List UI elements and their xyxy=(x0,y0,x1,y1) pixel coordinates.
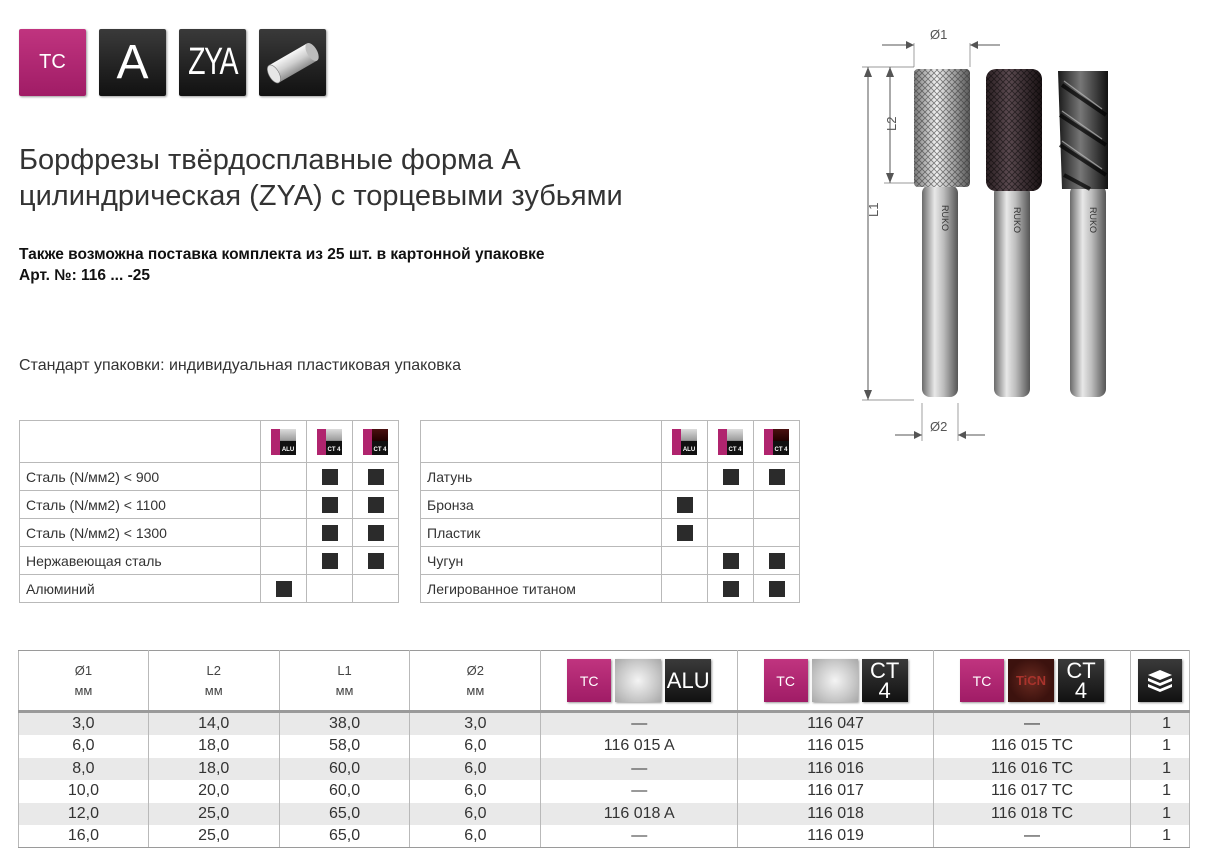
l2-cell: 25,0 xyxy=(148,825,279,848)
suitability-cell xyxy=(662,463,708,491)
materials-header-cell xyxy=(307,421,353,463)
package-qty-cell: 1 xyxy=(1130,780,1189,803)
ticn-ct4-coating-icon: CT 4 xyxy=(363,429,388,455)
material-name: Чугун xyxy=(421,547,662,575)
table-row xyxy=(19,712,1190,736)
suitability-cell xyxy=(708,547,754,575)
materials-header-row xyxy=(20,421,399,463)
header-l1: L1 мм xyxy=(279,651,410,712)
header-d1: Ø1 мм xyxy=(19,651,149,712)
article-table xyxy=(18,650,1190,848)
suitability-cell xyxy=(353,491,399,519)
package-note xyxy=(19,244,544,286)
ct4-badge: CT 4 xyxy=(1058,659,1104,702)
suitable-mark-icon xyxy=(368,469,384,485)
material-row xyxy=(421,463,800,491)
suitable-mark-icon xyxy=(769,581,785,597)
page-title xyxy=(19,142,623,214)
material-row xyxy=(421,547,800,575)
material-row xyxy=(20,519,399,547)
article-tc-cell: — xyxy=(934,712,1131,736)
d1-cell: 3,0 xyxy=(19,712,149,736)
d1-cell: 6,0 xyxy=(19,735,149,758)
shape-a-badge: A xyxy=(99,29,166,96)
package-qty-cell: 1 xyxy=(1130,758,1189,781)
d2-cell: 6,0 xyxy=(410,780,541,803)
suitability-cell xyxy=(754,463,800,491)
article-alu-cell: — xyxy=(541,780,738,803)
title-line-1: Борфрезы твёрдосплавные форма A xyxy=(19,144,521,176)
suitable-mark-icon xyxy=(723,553,739,569)
material-row xyxy=(20,547,399,575)
l2-cell: 14,0 xyxy=(148,712,279,736)
svg-text:Ø2: Ø2 xyxy=(930,419,948,434)
suitability-cell xyxy=(662,547,708,575)
material-row xyxy=(20,491,399,519)
material-name: Легированное титаном xyxy=(421,575,662,603)
suitability-cell xyxy=(754,575,800,603)
material-row xyxy=(20,463,399,491)
material-name: Сталь (N/мм2) < 900 xyxy=(20,463,261,491)
ticn-ct4-coating-icon: CT 4 xyxy=(764,429,789,455)
suitability-cell xyxy=(261,575,307,603)
materials-header-cell xyxy=(353,421,399,463)
material-name: Сталь (N/мм2) < 1100 xyxy=(20,491,261,519)
d2-cell: 6,0 xyxy=(410,735,541,758)
suitable-mark-icon xyxy=(368,553,384,569)
table-row xyxy=(19,758,1190,781)
suitable-mark-icon xyxy=(322,525,338,541)
cylinder-shape-icon xyxy=(259,29,326,96)
header-l2: L2 мм xyxy=(148,651,279,712)
package-qty-cell: 1 xyxy=(1130,735,1189,758)
suitability-cell xyxy=(261,463,307,491)
d2-cell: 6,0 xyxy=(410,803,541,826)
article-ct4-cell: 116 047 xyxy=(738,712,934,736)
l1-cell: 65,0 xyxy=(279,825,410,848)
article-ct4-cell: 116 019 xyxy=(738,825,934,848)
material-name: Бронза xyxy=(421,491,662,519)
article-tc-cell: 116 015 TC xyxy=(934,735,1131,758)
material-row xyxy=(421,575,800,603)
burr-uncoated xyxy=(914,69,970,397)
package-qty-cell: 1 xyxy=(1130,803,1189,826)
svg-text:RUKO: RUKO xyxy=(1088,207,1098,234)
materials-header-cell xyxy=(261,421,307,463)
type-badges xyxy=(19,29,326,96)
article-ct4-cell: 116 015 xyxy=(738,735,934,758)
d1-cell: 8,0 xyxy=(19,758,149,781)
article-ct4-cell: 116 016 xyxy=(738,758,934,781)
header-tc-ticn-ct4 xyxy=(934,651,1131,712)
suitable-mark-icon xyxy=(276,581,292,597)
uncoated-swatch-icon xyxy=(812,659,858,702)
burr-ticn xyxy=(986,69,1042,397)
alu-badge: ALU xyxy=(665,659,711,702)
title-line-2: цилиндрическая (ZYA) с торцевыми зубьями xyxy=(19,180,623,212)
suitable-mark-icon xyxy=(723,581,739,597)
alu-coating-icon: ALU xyxy=(672,429,697,455)
materials-header-blank xyxy=(421,421,662,463)
l2-cell: 18,0 xyxy=(148,735,279,758)
package-qty-cell: 1 xyxy=(1130,712,1189,736)
d2-cell: 6,0 xyxy=(410,825,541,848)
materials-table-right xyxy=(420,420,800,603)
svg-text:L1: L1 xyxy=(866,202,881,217)
suitability-cell xyxy=(353,463,399,491)
suitability-cell xyxy=(261,519,307,547)
tc-badge: TC xyxy=(567,659,611,702)
material-name: Нержавеющая сталь xyxy=(20,547,261,575)
suitability-cell xyxy=(307,491,353,519)
d1-dimension xyxy=(882,27,1000,67)
svg-text:RUKO: RUKO xyxy=(1012,207,1022,234)
suitability-cell xyxy=(708,519,754,547)
material-row xyxy=(421,519,800,547)
svg-text:L2: L2 xyxy=(884,116,899,131)
article-alu-cell: 116 015 A xyxy=(541,735,738,758)
suitability-cell xyxy=(307,519,353,547)
tc-badge: TC xyxy=(19,29,86,96)
table-row xyxy=(19,825,1190,848)
article-alu-cell: — xyxy=(541,712,738,736)
article-alu-cell: 116 018 A xyxy=(541,803,738,826)
burr-alu xyxy=(1058,71,1108,397)
suitable-mark-icon xyxy=(322,553,338,569)
materials-header-cell xyxy=(754,421,800,463)
suitability-cell xyxy=(307,575,353,603)
materials-header-cell xyxy=(662,421,708,463)
note-line-1: Также возможна поставка комплекта из 25 шт. в картонной упаковке xyxy=(19,246,545,263)
ticn-badge: TiCN xyxy=(1008,659,1054,702)
article-ct4-cell: 116 017 xyxy=(738,780,934,803)
svg-text:Ø1: Ø1 xyxy=(930,27,948,42)
header-tc-alu xyxy=(541,651,738,712)
tc-badge: TC xyxy=(960,659,1004,702)
suitable-mark-icon xyxy=(723,469,739,485)
suitability-cell xyxy=(708,575,754,603)
l1-cell: 38,0 xyxy=(279,712,410,736)
l2-cell: 25,0 xyxy=(148,803,279,826)
header-package-qty xyxy=(1130,651,1189,712)
l1-cell: 58,0 xyxy=(279,735,410,758)
suitability-cell xyxy=(708,463,754,491)
suitable-mark-icon xyxy=(769,553,785,569)
article-alu-cell: — xyxy=(541,758,738,781)
header-d2: Ø2 мм xyxy=(410,651,541,712)
materials-header-cell xyxy=(708,421,754,463)
suitability-cell xyxy=(353,547,399,575)
materials-header-blank xyxy=(20,421,261,463)
article-tc-cell: 116 016 TC xyxy=(934,758,1131,781)
uncoated-swatch-icon xyxy=(615,659,661,702)
article-alu-cell: — xyxy=(541,825,738,848)
svg-text:RUKO: RUKO xyxy=(940,205,950,232)
table-row xyxy=(19,780,1190,803)
article-tc-cell: 116 017 TC xyxy=(934,780,1131,803)
suitability-cell xyxy=(307,463,353,491)
suitability-cell xyxy=(754,491,800,519)
suitable-mark-icon xyxy=(368,497,384,513)
suitability-cell xyxy=(708,491,754,519)
l1-cell: 65,0 xyxy=(279,803,410,826)
suitability-cell xyxy=(754,547,800,575)
material-name: Алюминий xyxy=(20,575,261,603)
material-name: Латунь xyxy=(421,463,662,491)
header-tc-ct4 xyxy=(738,651,934,712)
suitable-mark-icon xyxy=(368,525,384,541)
suitability-cell xyxy=(353,575,399,603)
suitability-cell xyxy=(261,547,307,575)
table-row xyxy=(19,735,1190,758)
ct4-badge: CT 4 xyxy=(862,659,908,702)
suitability-cell xyxy=(754,519,800,547)
l1-cell: 60,0 xyxy=(279,758,410,781)
l2-cell: 20,0 xyxy=(148,780,279,803)
zya-badge: ZYA xyxy=(179,29,246,96)
d1-cell: 12,0 xyxy=(19,803,149,826)
note-line-2: Арт. №: 116 ... -25 xyxy=(19,267,150,284)
suitability-cell xyxy=(307,547,353,575)
suitable-mark-icon xyxy=(322,497,338,513)
l1-cell: 60,0 xyxy=(279,780,410,803)
article-tc-cell: — xyxy=(934,825,1131,848)
material-name: Пластик xyxy=(421,519,662,547)
ct4-coating-icon: CT 4 xyxy=(317,429,342,455)
tc-badge: TC xyxy=(764,659,808,702)
materials-table-left xyxy=(19,420,399,603)
d1-cell: 16,0 xyxy=(19,825,149,848)
l2-cell: 18,0 xyxy=(148,758,279,781)
d1-cell: 10,0 xyxy=(19,780,149,803)
materials-header-row xyxy=(421,421,800,463)
suitability-cell xyxy=(662,519,708,547)
length-dimensions xyxy=(862,67,914,400)
packaging-standard: Стандарт упаковки: индивидуальная пластиковая упаковка xyxy=(19,357,461,374)
suitability-cell xyxy=(662,575,708,603)
suitable-mark-icon xyxy=(677,497,693,513)
suitability-cell xyxy=(662,491,708,519)
suitability-cell xyxy=(353,519,399,547)
article-tc-cell: 116 018 TC xyxy=(934,803,1131,826)
article-table-header xyxy=(19,651,1190,712)
package-qty-cell: 1 xyxy=(1130,825,1189,848)
suitable-mark-icon xyxy=(322,469,338,485)
suitability-cell xyxy=(261,491,307,519)
d2-cell: 6,0 xyxy=(410,758,541,781)
material-name: Сталь (N/мм2) < 1300 xyxy=(20,519,261,547)
material-row xyxy=(20,575,399,603)
suitable-mark-icon xyxy=(677,525,693,541)
d2-cell: 3,0 xyxy=(410,712,541,736)
ct4-coating-icon: CT 4 xyxy=(718,429,743,455)
box-stack-icon xyxy=(1138,659,1182,702)
product-drawing xyxy=(850,25,1110,445)
table-row xyxy=(19,803,1190,826)
article-ct4-cell: 116 018 xyxy=(738,803,934,826)
material-row xyxy=(421,491,800,519)
suitable-mark-icon xyxy=(769,469,785,485)
d2-dimension xyxy=(895,403,985,441)
alu-coating-icon: ALU xyxy=(271,429,296,455)
